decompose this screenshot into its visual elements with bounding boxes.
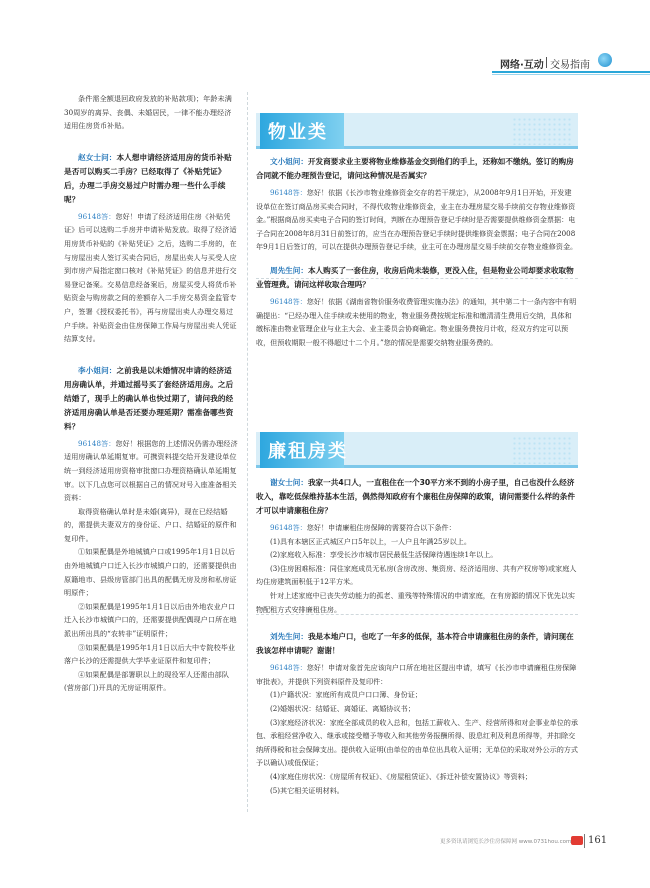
- right-column-property: [256, 155, 578, 349]
- column-divider: [247, 92, 248, 812]
- question-zhou: 周先生问：本人购买了一套住房，收房后尚未装修，更没入住，但是物业公司却要求收取物业管理费。请问这样收取合理吗？: [256, 265, 574, 289]
- section-banner-lowrent: [256, 432, 578, 468]
- answer-liu: 96148答：您好！申请对象首先应该向户口所在地社区提出申请，填写《长沙市申请廉租住房保障审批表》，并提供下列资料原件及复印件：: [256, 663, 577, 686]
- question-wen: 文小姐问：开发商要求业主要将物业维修基金交到他们的手上，还称如不缴纳。签订的购房合同就不能办理预告登记，请问这种情况是否属实？: [256, 157, 574, 180]
- answer-zhao: 96148答：您好！申请了经济适用住房《补贴凭证》后可以选购二手房并申请补贴发放。取得了经济适用房货币补贴的《补贴凭证》之后，选购二手房的，在与房屋出卖人签订买卖合同后，房屋出卖人与买受人应到市房产局指定窗口核对《补贴凭证》的信息并进行交易登记备案。交易信息经备案后，房屋买受人将货币补贴资金与购房款之间的差额存入二手房交易资金监管专户，签署《授权委托书》，再与房屋出卖人办理交易过户手续。补贴资金由住房保障工作局与房屋出卖人凭证结算支付。: [64, 211, 237, 344]
- list-item: (4)家庭住房状况：《房屋所有权证》、《房屋租赁证》、《拆迁补偿安置协议》等资料；: [270, 771, 532, 781]
- section-name: 网络·互动: [500, 60, 544, 71]
- magazine-logo-icon: [598, 53, 612, 67]
- header-divider: [546, 57, 547, 68]
- list-item: (1)户籍状况：家庭所有成员户口口簿、身份证；: [270, 690, 422, 700]
- header-rule-light: [492, 74, 650, 75]
- intro-paragraph: 条件需全额退回政府发放的补贴款项)；年龄未满30周岁的离异、丧偶、未婚居民，一律不能办理经济适用住房货币补贴。: [64, 94, 232, 131]
- question-xie: 谢女士问：我家一共4口人，一直租住在一个30平方米不到的小房子里，自己也没什么经济收入，靠吃低保维持基本生活，偶然得知政府有个廉租住房保障的政策，请问需要什么样的条件才可以申请廉租住房？: [256, 478, 575, 515]
- list-item: (2)婚姻状况：结婚证、离婚证、离婚协议书；: [270, 703, 415, 713]
- page-number: 161: [588, 835, 608, 846]
- question-divider: [256, 278, 578, 279]
- list-item: ②如果配偶是1995年1月1日以后由外地农业户口迁入长沙市城镇户口的，还需要提供配偶现户口所在地派出所出具的“农转非”证明原件；: [64, 601, 237, 639]
- answer-xie: 96148答：您好！申请廉租住房保障的需要符合以下条件：: [270, 523, 456, 532]
- answer-li: 96148答：您好！根据您的上述情况仍需办理经济适用房确认单延期复审。可携资料提交给开发建设单位统一到经济适用房资格审批窗口办理资格确认单延期复审。以下几点您可以根据自己的情况对号入座准备相关资料：: [64, 438, 238, 503]
- header-rule: [492, 71, 650, 73]
- list-item: ③如果配偶是1995年1月1日以后大中专院校毕业落户长沙的还需提供大学毕业证原件和复印件；: [64, 642, 236, 666]
- list-item: (3)住房困难标准：同住家庭成员无私房(含房改房、集资房、经济适用房、共有产权房等)或家庭人均住房建筑面积低于12平方米。: [256, 563, 577, 587]
- section-title: 廉租房类: [268, 441, 348, 462]
- subsection-name: 交易指南: [550, 60, 590, 71]
- question-li: 李小姐问：之前我是以未婚情况申请的经济适用房确认单，并通过摇号买了套经济适用房。之后结婚了，现手上的确认单也快过期了，请问我的经济适用房确认单是否还要办理延期？需准备哪些资料？: [64, 365, 234, 431]
- list-item: ①如果配偶是外地城镇户口或1995年1月1日以后由外地城镇户口迁入长沙市城镇户口的，还需要提供由原籍地市、县级房管部门出具的配偶无房及房和私房证明原件；: [64, 547, 237, 598]
- question-liu: 刘先生问：我是本地户口，也吃了一年多的低保，基本符合申请廉租住房的条件，请问现在我该怎样申请呢？谢谢！: [256, 632, 574, 656]
- footer-logo-icon: [571, 836, 583, 845]
- left-column: [64, 92, 238, 695]
- banner-pattern: [512, 436, 572, 464]
- footer-website: 更多资讯请浏览长沙住房保障网 www.0731hou.com: [440, 839, 572, 845]
- page-footer: [440, 834, 608, 848]
- section-title: 物业类: [268, 122, 328, 143]
- list-item: (2)家庭收入标准：享受长沙市城市居民最低生活保障待遇连续1年以上。: [270, 550, 498, 560]
- answer-zhou: 96148答：您好！依据《湖南省物价服务收费管理实施办法》的通知，其中第二十一条内容中有明确提出：“已经办理入住手续或未使用的物业，物业服务费按规定标准和缴清清生费用后交纳，具体和缴标准由物业管理企业与业主大会、业主委员会协商确定。物业服务费按月计收，经双方约定可以预收，但预收期限一般不得超过十二个月。”您的情况是需要交纳物业服务费的。: [256, 296, 577, 347]
- page-header: [492, 52, 650, 76]
- list-item: (1)具有本辖区正式城区户口5年以上，一人户且年满25岁以上。: [270, 536, 471, 546]
- list-item: (5)其它相关证明材料。: [270, 785, 344, 795]
- answer-wen: 96148答：您好！依据《长沙市物业维修资金交存的若干规定》，从2008年9月1日开始，开发建设单位在签订商品房买卖合同时，不得代收物业维修资金，业主在办理房屋交易手续前交存物业维修资金。”根据商品房买卖电子合同的签订时间，判断在办理预告登记手续时是否需要提供维修资金票据：电子合同在2008年8月31日前签订的，应当在办理预告登记手续时提供维修资金票据；电子合同在2008年9月1日后签订的，可以在提供办理预告登记手续，业主可在办理房屋交易手续前交存物业维修资金。: [256, 188, 578, 252]
- section-banner-property: [256, 113, 578, 149]
- right-column-lowrent: [256, 476, 578, 797]
- closing-paragraph: 针对上述家庭中已丧失劳动能力的孤老、重残等特殊情况的申请家庭，在有房源的情况下优先以实物配租方式安排廉租住房。: [256, 590, 576, 614]
- banner-pattern: [512, 117, 572, 145]
- answer-li-p2: 取得资格确认单时是未婚(离异)，现在已经结婚的，需提供夫妻双方的身份证、户口、结婚证的原件和复印件。: [64, 506, 237, 543]
- list-item: ④如果配偶是部署职以上的现役军人还需由部队(营房部门)开具的无房证明原件。: [64, 669, 230, 693]
- footer-divider: [584, 834, 585, 848]
- question-divider: [256, 614, 578, 615]
- list-item: (3)家庭经济状况：家庭全部成员的收入总和，包括工薪收入、生产、经营所得和对企事业单位的承包、承租经营净收入、继承或接受赠予等收入和其他劳务报酬所得、股息红利及利息所得等，并扣除交纳所得税和社会保障支出。提供收入证明(由单位的由单位出具收入证明；无单位的采取对外公示的方式予以确认)或低保证；: [256, 717, 578, 768]
- question-zhao: 赵女士问：本人想申请经济适用房的货币补贴是否可以购买二手房？已经取得了《补贴凭证》后，办理二手房交易过户时需办理一些什么手续呢？: [64, 152, 232, 204]
